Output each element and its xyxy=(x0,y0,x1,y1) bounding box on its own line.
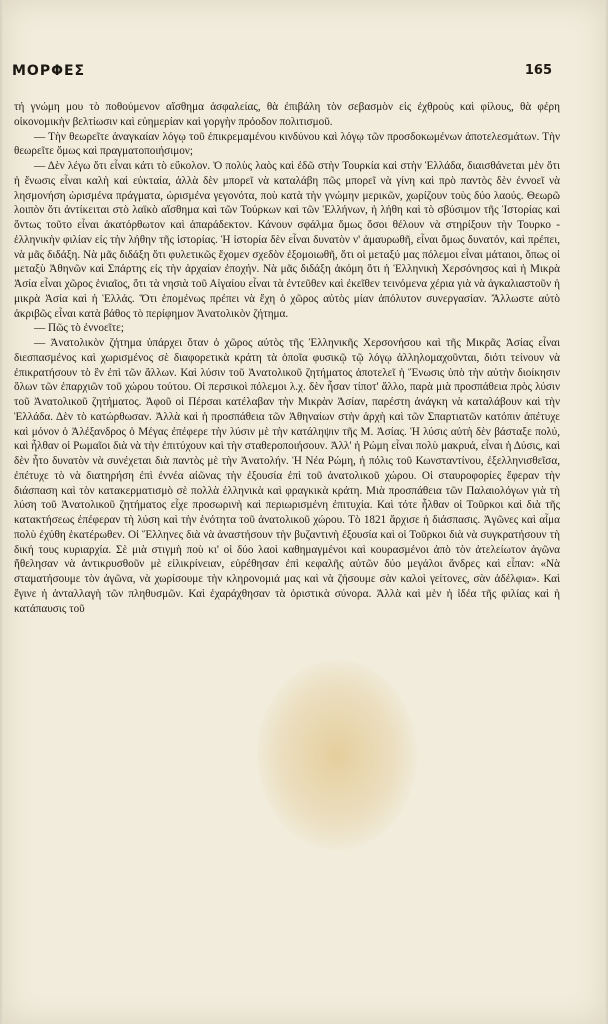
body-text xyxy=(14,100,560,616)
paper-stain xyxy=(257,660,417,850)
paragraph: τή γνώμη μου τὸ ποθούμενον αἴσθημα ἀσφαλείας, θὰ ἐπιβάλη τὸν σεβασμὸν εἰς ἐχθροὺς καὶ φίλους, θὰ φέρη οἰκονομικὴν βελτίωσιν καὶ εὐημερίαν καὶ γοργὴν πρόοδον πολιτισμοῦ. xyxy=(14,101,560,128)
paragraph: — Πῶς τὸ ἐννοεῖτε; xyxy=(34,322,124,335)
page-number: 165 xyxy=(524,63,552,78)
paragraph: — Τὴν θεωρεῖτε ἀναγκαίαν λόγῳ τοῦ ἐπικρεμαμένου κινδύνου καὶ λόγῳ τῶν προσδοκωμένων ἀποτελεσμάτων. Τὴν θεωρεῖτε ὅμως καὶ πραγματοποιήσιμον; xyxy=(14,130,560,158)
book-page xyxy=(2,0,606,1024)
running-head: ΜΟΡΦΕΣ xyxy=(12,63,86,79)
paragraph: — Ἀνατολικὸν ζήτημα ὑπάρχει ὅταν ὁ χῶρος αὐτὸς τῆς Ἑλληνικῆς Χερσονήσου καὶ τῆς Μικρᾶς Ἀσίας εἶναι διεσπασμένος καὶ χωρισμένος σὲ διαφορετικὰ κράτη τὰ ὁποῖα φυσικῷ τῷ λόγῳ ἀλληλομαχοῦνται, διότι τείνουν νὰ ἐπικρατήσουν τὸ ἓν ἐπὶ τῶν ἄλλων. Καὶ λύσιν τοῦ Ἀνατολικοῦ ζητήματος ἀποτελεῖ ἡ Ἕνωσις ὑπὸ τὴν αὐτὴν διοίκησιν ὅλων τῶν ἐπαρχιῶν τοῦ χώρου τούτου. Οἱ περσικοὶ πόλεμοι λ.χ. δὲν ἦσαν τίποτ' ἄλλο, παρὰ μιὰ προσπάθεια πρὸς λύσιν τοῦ Ἀνατολικοῦ ζητήματος. Ἀφοῦ οἱ Πέρσαι κατέλαβαν τὴν Μικρὰν Ἀσίαν, παρέστη ἀνάγκη νὰ καταλάβουν καὶ τὴν Ἑλλάδα. Δὲν τὸ κατώρθωσαν. Ἀλλὰ καὶ ἡ προσπάθεια τῶν Ἀθηναίων στὴν ἀρχὴ καὶ τῶν Σπαρτιατῶν κατόπιν ἀπέτυχε καὶ μόνον ὁ Ἀλέξανδρος ὁ Μέγας ἐπέφερε τὴν λύσιν μὲ τὴν κατάληψιν τῆς Μ. Ἀσίας. Ἡ λύσις αὐτὴ δὲν βάσταξε πολύ, καὶ ἦλθαν οἱ Ρωμαῖοι διὰ νὰ τὴν ἐπιτύχουν καὶ τὴν σταθεροποιήσουν. Ἀλλ' ἡ Ρώμη εἶναι πολὺ μακρυά, εἶναι ἡ Δύσις, καὶ δὲν ἦτο δυνατὸν νὰ συνέχεται διὰ παντὸς μὲ τὴν Ἀνατολήν. Ἡ Νέα Ρώμη, ἡ πόλις τοῦ Κωνσταντίνου, ἐξελληνισθεῖσα, ἐπέτυχε τὸ νὰ διατηρήση ἐπὶ ἐννέα αἰῶνας τὴν ἐξουσία ἐπὶ τοῦ ἀνατολικοῦ χώρου. Οἱ σταυροφορίες ἔφεραν τὴν διάσπαση καὶ τὸν κατακερματισμὸ σὲ πολλὰ ἑλληνικὰ καὶ φραγκικὰ κράτη. Μιὰ προσπάθεια τῶν Παλαιολόγων γιὰ τὴ λύση τοῦ Ἀνατολικοῦ ζητήματος εἶχε προσωρινὴ καὶ περιωρισμένη ἐπιτυχία. Καὶ τότε ἦλθαν οἱ Τοῦρκοι καὶ διὰ τῆς κατακτήσεως ἐπέφεραν τὴ λύση καὶ τὴν ἑνότητα τοῦ ἀνατολικοῦ χώρου. Τὸ 1821 ἄρχισε ἡ διάσπασις. Ἀγῶνες καὶ αἷμα πολὺ ἐχύθη ἑκατέρωθεν. Οἱ Ἕλληνες διὰ νὰ ἀναστήσουν τὴν βυζαντινὴ ἐξουσία καὶ οἱ Τοῦρκοι διὰ νὰ συγκρατήσουν τὴ δική τους κυριαρχία. Σὲ μιὰ στιγμὴ ποὺ κι' οἱ δύο λαοὶ καθημαγμένοι καὶ κουρασμένοι ἀπὸ τὸν ἀτελείωτον ἀγῶνα ἤθελησαν νὰ ἀντικρυσθοῦν μὲ εἰλικρίνειαν, εὑρέθησαν ἐπὶ κεφαλῆς αὐτῶν δύο μεγάλοι ἄνδρες καὶ εἶπαν: «Νὰ σταματήσουμε τὸν ἀγῶνα, νὰ χωρίσουμε τὴν κληρονομιά μας καὶ νὰ ζήσουμε σὰν καλοὶ γείτονες, σὰν ἀδέλφια». Καὶ ἔγινε ἡ ἀνταλλαγὴ τῶν πληθυσμῶν. Καὶ ἐχαράχθησαν τὰ ὁριστικὰ σύνορα. Ἀλλὰ καὶ μὲν ἡ ἰδέα τῆς φιλίας καὶ ἡ κατάπαυσις τοῦ xyxy=(14,337,560,615)
page-header xyxy=(12,63,552,83)
paragraph: — Δὲν λέγω ὅτι εἶναι κάτι τὸ εὔκολον. Ὁ πολὺς λαὸς καὶ ἐδῶ στὴν Τουρκία καὶ στὴν Ἑλλάδα, διαισθάνεται μὲν ὅτι ἡ ἕνωσις εἶναι καλὴ καὶ εὐκταία, ἀλλὰ δὲν μπορεῖ νὰ καταλάβη πῶς μπορεῖ νὰ γίνη καὶ πρὸ παντὸς δὲν ἐννοεῖ νὰ λησμονήση ὡρισμένα πράγματα, ὡρισμένα γεγονότα, ποὺ κατὰ τὴν γνώμην μερικῶν, χωρίζουν τοὺς δύο λαούς. Θεωρῶ λοιπὸν ὅτι ἀντίκειται στὸ λαϊκὸ αἴσθημα καὶ τῶν Τούρκων καὶ τῶν Ἑλλήνων, ἡ λήθη καὶ τὸ σβύσιμον τῆς Ἱστορίας καὶ ὄντως τοῦτο εἶναι ἀκατόρθωτον καὶ ἀπαράδεκτον. Κάνουν σφάλμα ὅμως ὅσοι θέλουν νὰ στηρίξουν τὴν Τουρκο - ἑλληνικὴν φιλίαν εἰς τὴν λήθην τῆς ἱστορίας. Ἡ ἱστορία δὲν εἶναι δυνατὸν ν' ἀμαυρωθῆ, εἶναι ὅμως δυνατόν, καὶ πρέπει, νὰ μᾶς διδάξη. Νὰ μᾶς διδάξη ὅτι φυλετικῶς ἔχομεν σχεδὸν ἐξομοιωθῆ, ὅτι οἱ μεταξύ μας πόλεμοι εἶναι μάταιοι, ὅπως οἱ μεταξὺ Ἀθηνῶν καὶ Σπάρτης εἰς τὴν ἀρχαίαν ἐποχήν. Νὰ μᾶς διδάξη ἀκόμη ὅτι ἡ Ἑλληνικὴ Χερσόνησος καὶ ἡ Μικρὰ Ἀσία εἶναι χῶρος ἑνιαῖος, ὅτι τὰ νησιὰ τοῦ Αἰγαίου εἶναι τὰ ἐντεῦθεν καὶ ἐκεῖθεν τεινόμενα χέρια γιὰ νὰ ἀγκαλιαστοῦν ἡ μικρὰ Ἀσία καὶ ἡ Ἑλλάς. Ὅτι ἑπομένως πρέπει νὰ ἔχη ὁ χῶρος αὐτὸς μίαν ἀπόλυτον συνεργασίαν. Ἄλλωστε αὐτὸ ἀκριβῶς εἶναι κατὰ βάθος τὸ περίφημον Ἀνατολικὸν ζήτημα. xyxy=(14,160,560,320)
